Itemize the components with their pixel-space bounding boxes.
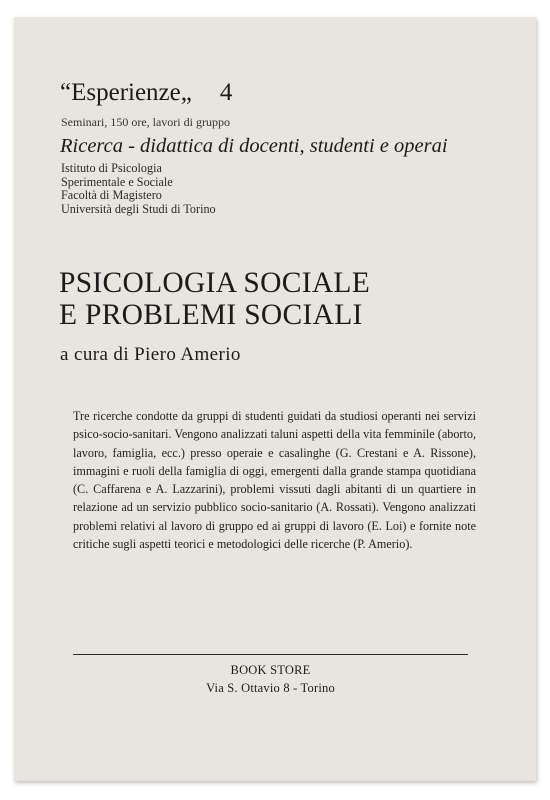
institute-line: Sperimentale e Sociale <box>61 174 173 189</box>
book-title <box>59 267 370 331</box>
series-title <box>60 79 232 107</box>
series-subtitle: Seminari, 150 ore, lavori di gruppo <box>61 115 230 129</box>
series-name: “Esperienze„ <box>60 79 192 106</box>
description-paragraph: Tre ricerche condotte da gruppi di studenti guidati da studiosi operanti nei servizi psico-socio-sanitari. Vengono analizzati taluni aspetti della vita femminile (aborto, lavoro, famiglia, ecc.) presso operaie e casalinghe (G. Crestani e A. Rissone), immagini e ruoli della famiglia di oggi, emergenti dalla grande stampa quotidiana (C. Caffarena e A. Lazzarini), problemi vissuti dagli abitanti di un quartiere in relazione ad un servizio pubblico socio-sanitario (A. Rossati). Vengono analizzati problemi relativi al lavoro di gruppo ed ai gruppi di lavoro (E. Loi) e fornite note critiche sugli aspetti teorici e metodologici delle ricerche (P. Amerio). <box>73 409 476 552</box>
institute-line: Istituto di Psicologia <box>61 161 162 175</box>
editor-credit: a cura di Piero Amerio <box>60 344 241 365</box>
institute-line: Università degli Studi di Torino <box>61 202 216 217</box>
institute-line: Facoltà di Magistero <box>61 188 162 203</box>
book-cover <box>14 17 536 781</box>
series-number: 4 <box>219 79 233 106</box>
institute-block <box>61 162 216 217</box>
publisher-address: Via S. Ottavio 8 - Torino <box>206 681 335 695</box>
publisher-name: BOOK STORE <box>230 663 311 677</box>
book-title-line: PSICOLOGIA SOCIALE <box>59 267 371 299</box>
book-title-line: E PROBLEMI SOCIALI <box>59 299 363 331</box>
divider-line <box>73 654 468 655</box>
collection-heading: Ricerca - didattica di docenti, studenti e operai <box>60 135 448 157</box>
